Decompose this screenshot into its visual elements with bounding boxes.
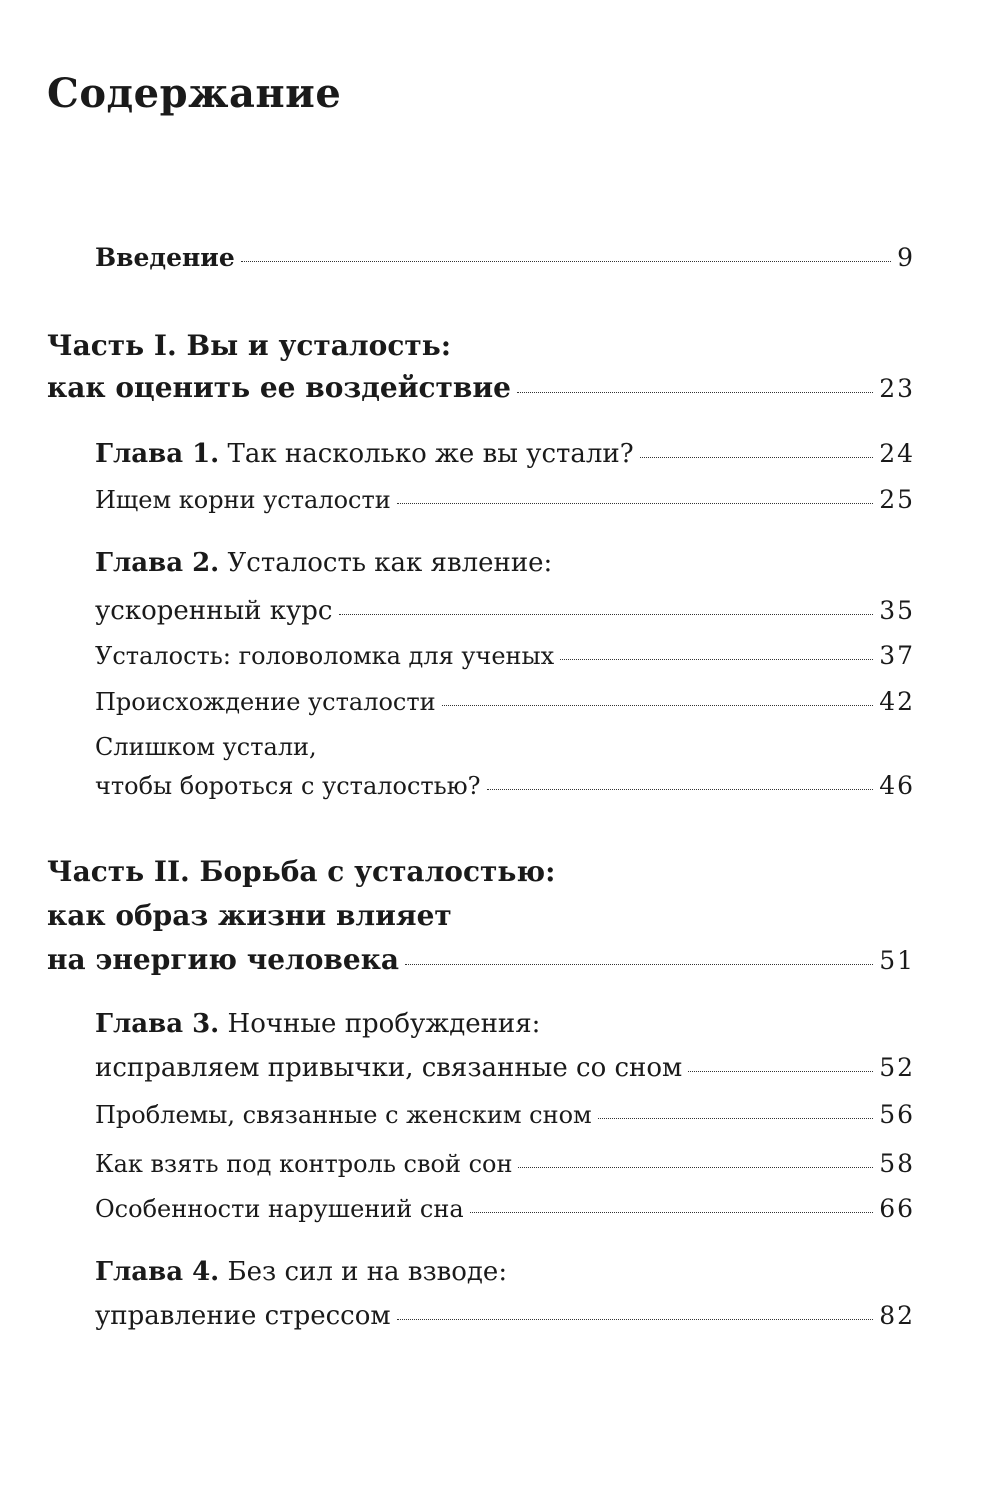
section-title: Ищем корни усталости [95, 486, 391, 514]
page-number: 82 [879, 1301, 915, 1330]
chapter-title: Без сил и на взводе: [227, 1257, 508, 1287]
dot-leader [688, 1071, 873, 1072]
toc-part-2-line-3[interactable] [47, 942, 915, 978]
dot-leader [339, 614, 874, 615]
dot-leader [560, 659, 873, 660]
toc-section-roots[interactable] [95, 482, 915, 518]
toc-part-1-line-1[interactable] [47, 328, 915, 364]
dot-leader [517, 392, 873, 393]
dot-leader [397, 1319, 874, 1320]
toc-section-origin[interactable] [95, 684, 915, 720]
page-number: 23 [879, 374, 915, 403]
section-title: Как взять под контроль свой сон [95, 1150, 513, 1178]
toc-entry-title: Введение [95, 243, 235, 272]
toc-part-1-line-2[interactable] [47, 370, 915, 406]
toc-section-sleep-disorders[interactable] [95, 1191, 915, 1227]
toc-chapter-1[interactable] [95, 436, 915, 472]
section-title: чтобы бороться с усталостью? [95, 772, 481, 800]
dot-leader [241, 261, 891, 262]
page-number: 56 [879, 1100, 915, 1129]
toc-part-2-line-2[interactable] [47, 898, 915, 934]
section-title: Усталость: головоломка для ученых [95, 642, 555, 670]
dot-leader [397, 503, 873, 504]
page-number: 58 [879, 1149, 915, 1178]
toc-part-2-line-1[interactable] [47, 854, 915, 890]
chapter-title: исправляем привычки, связанные со сном [95, 1053, 683, 1083]
dot-leader [598, 1118, 873, 1119]
page-number: 37 [879, 641, 915, 670]
chapter-title: Усталость как явление: [227, 548, 553, 578]
chapter-label: Глава 1. [95, 439, 220, 469]
part-title: Часть II. Борьба с усталостью: [47, 855, 556, 888]
part-title: на энергию человека [47, 943, 400, 976]
section-title: Происхождение усталости [95, 688, 436, 716]
toc-entry-intro[interactable] [95, 240, 915, 276]
section-title: Особенности нарушений сна [95, 1195, 464, 1223]
toc-section-too-tired-line-1[interactable] [95, 729, 915, 765]
toc-section-control-sleep[interactable] [95, 1146, 915, 1182]
chapter-title: ускоренный курс [95, 596, 333, 626]
toc-chapter-2-line-1[interactable] [95, 545, 915, 581]
toc-section-puzzle[interactable] [95, 638, 915, 674]
toc-chapter-3-line-1[interactable] [95, 1006, 915, 1042]
toc-section-too-tired-line-2[interactable] [95, 768, 915, 804]
page-number: 25 [879, 485, 915, 514]
page-title: Содержание [47, 70, 342, 117]
chapter-title: Ночные пробуждения: [227, 1009, 541, 1039]
toc-chapter-3-line-2[interactable] [95, 1050, 915, 1086]
page-number: 52 [879, 1053, 915, 1082]
toc-chapter-2-line-2[interactable] [95, 593, 915, 629]
toc-chapter-4-line-1[interactable] [95, 1254, 915, 1290]
section-title: Проблемы, связанные с женским сном [95, 1101, 592, 1129]
chapter-title: Так насколько же вы устали? [227, 439, 634, 469]
page-number: 35 [879, 596, 915, 625]
page-number: 24 [879, 439, 915, 468]
dot-leader [518, 1167, 873, 1168]
toc-section-female-sleep[interactable] [95, 1097, 915, 1133]
page-number: 51 [879, 946, 915, 975]
chapter-title: управление стрессом [95, 1301, 391, 1331]
page-number: 46 [879, 771, 915, 800]
chapter-label: Глава 4. [95, 1257, 220, 1287]
dot-leader [487, 789, 874, 790]
page-number: 66 [879, 1194, 915, 1223]
chapter-label: Глава 3. [95, 1009, 220, 1039]
toc-chapter-4-line-2[interactable] [95, 1298, 915, 1334]
part-title: как оценить ее воздействие [47, 371, 511, 404]
chapter-label: Глава 2. [95, 548, 220, 578]
dot-leader [470, 1212, 874, 1213]
section-title: Слишком устали, [95, 733, 317, 761]
dot-leader [405, 964, 873, 965]
dot-leader [640, 457, 873, 458]
dot-leader [442, 705, 874, 706]
part-title: Часть I. Вы и усталость: [47, 329, 452, 362]
page-number: 42 [879, 687, 915, 716]
page-number: 9 [897, 243, 915, 272]
part-title: как образ жизни влияет [47, 899, 452, 932]
